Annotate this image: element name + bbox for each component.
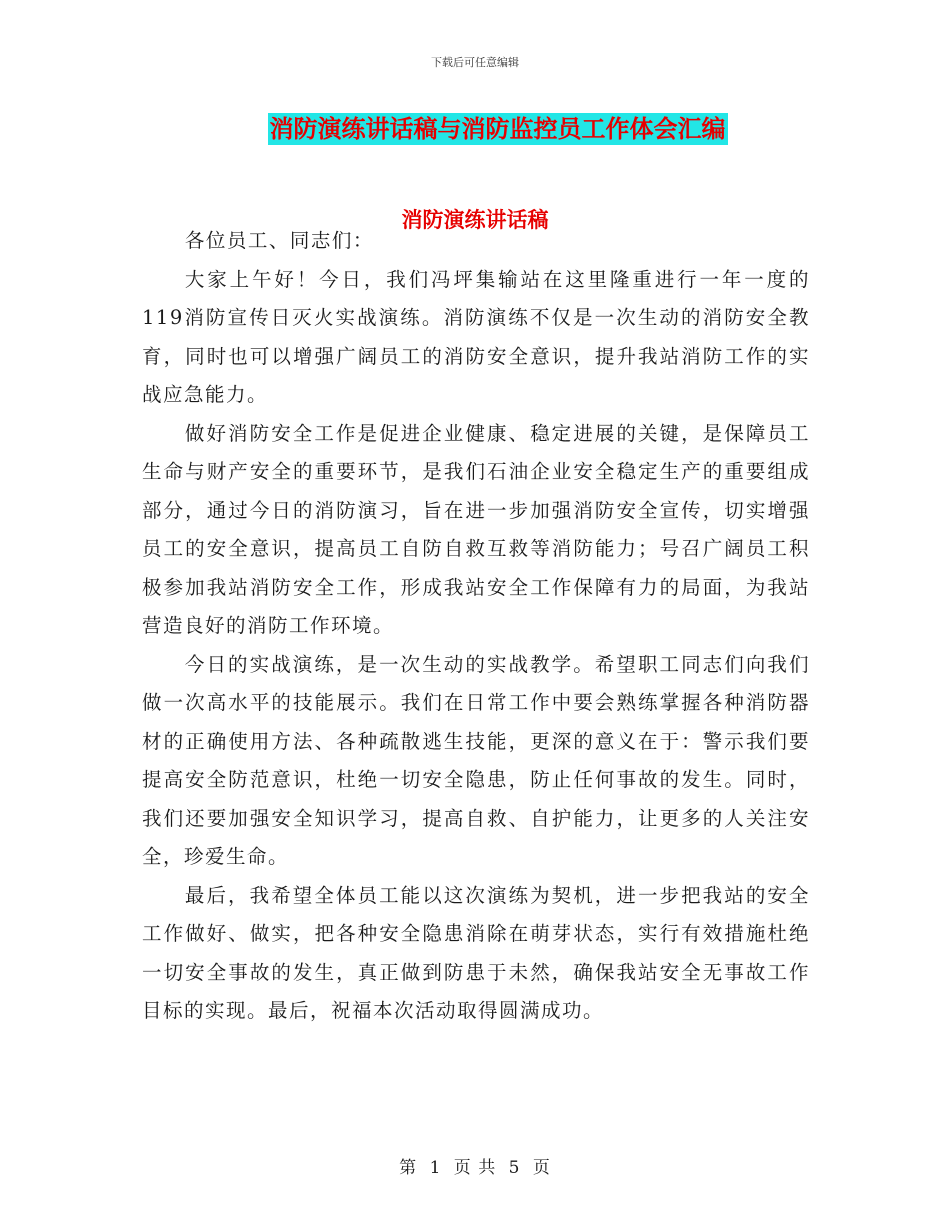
- main-title: 消防演练讲话稿与消防监控员工作体会汇编: [269, 115, 726, 143]
- paragraph-1: 大家上午好！今日，我们冯坪集输站在这里隆重进行一年一度的119消防宣传日灭火实战演练。消防演练不仅是一次生动的消防安全教育，同时也可以增强广阔员工的消防安全意识，提升我站消防工作的实战应急能力。: [142, 267, 810, 406]
- footer-suffix: 页: [532, 1158, 551, 1178]
- page-footer: [0, 1153, 950, 1178]
- paragraph-4: 最后，我希望全体员工能以这次演练为契机，进一步把我站的安全工作做好、做实，把各种安全隐患消除在萌芽状态，实行有效措施杜绝一切安全事故的发生，真正做到防患于未然，确保我站安全无事故工作目标的实现。最后，祝福本次活动取得圆满成功。: [142, 883, 810, 1022]
- header-note: 下载后可任意编辑: [431, 56, 519, 69]
- paragraph-2: 做好消防安全工作是促进企业健康、稳定进展的关键，是保障员工生命与财产安全的重要环节，是我们石油企业安全稳定生产的重要组成部分，通过今日的消防演习，旨在进一步加强消防安全宣传，切实增强员工的安全意识，提高员工自防自救互救等消防能力；号召广阔员工积极参加我站消防安全工作，形成我站安全工作保障有力的局面，为我站营造良好的消防工作环境。: [142, 421, 810, 637]
- section-title: 消防演练讲话稿: [401, 208, 549, 232]
- paragraph-greeting: 各位员工、同志们：: [184, 229, 374, 252]
- footer-page-number: 1: [429, 1158, 442, 1178]
- document-body: [142, 222, 810, 1031]
- main-title-container: [0, 113, 950, 145]
- footer-middle: 页 共: [453, 1158, 497, 1178]
- footer-prefix: 第: [399, 1158, 418, 1178]
- paragraph-3: 今日的实战演练，是一次生动的实战教学。希望职工同志们向我们做一次高水平的技能展示。我们在日常工作中要会熟练掌握各种消防器材的正确使用方法、各种疏散逃生技能，更深的意义在于：警示我们要提高安全防范意识，杜绝一切安全隐患，防止任何事故的发生。同时，我们还要加强安全知识学习，提高自救、自护能力，让更多的人关注安全，珍爱生命。: [142, 652, 810, 868]
- footer-total-pages: 5: [508, 1158, 521, 1178]
